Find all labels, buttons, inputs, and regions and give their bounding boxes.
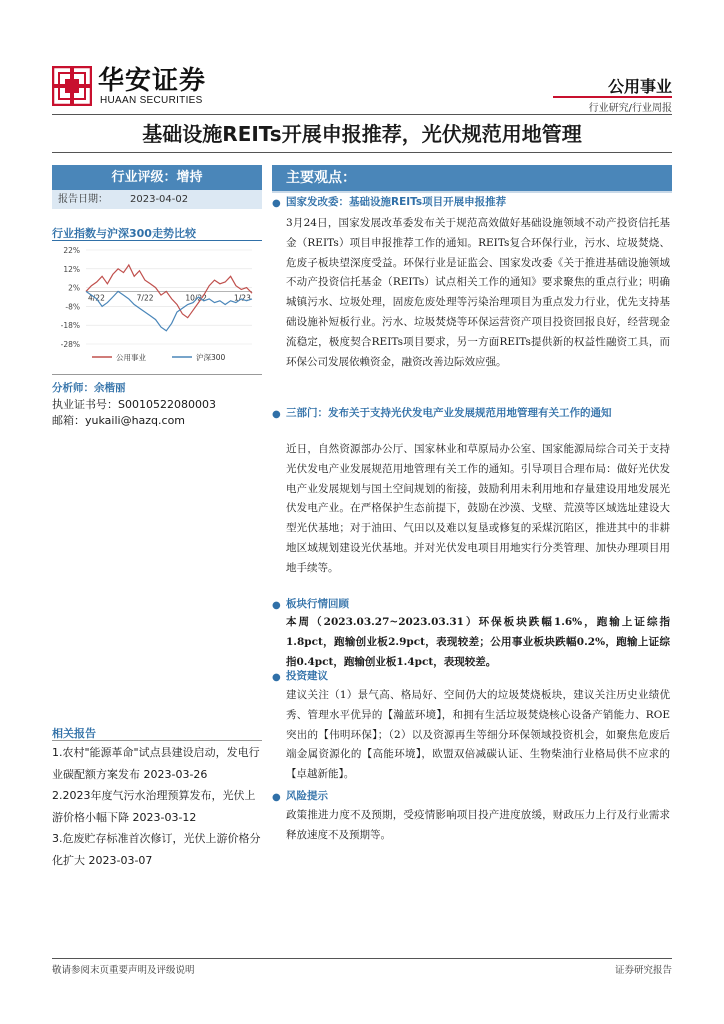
related-report-item[interactable]: 3.危废贮存标准首次修订，光伏上游价格分化扩大 2023-03-07 <box>52 832 261 867</box>
sector-underline <box>553 96 672 98</box>
sector-label: 公用事业 <box>607 77 672 96</box>
bullet-icon: ● <box>272 792 281 803</box>
chart-bottom-rule <box>52 374 262 375</box>
related-report-item[interactable]: 1.农村"能源革命"试点县建设启动，发电行业碳配额方案发布 2023-03-26 <box>52 746 260 781</box>
x-tick-label: 1/23 <box>234 293 251 303</box>
section-body-investment: 建议关注（1）景气高、格局好、空间仍大的垃圾焚烧板块，建议关注历史业绩优秀、管理水平优异的【瀚蓝环境】，和拥有生活垃圾焚烧核心设备产销能力、ROE突出的【伟明环保】；（2）以及资源再生等细分环保领域投资机会，如聚焦危废后端金属资源化的【高能环境】，欧盟双倍减碳认证、生物柴油行业格局供不应求的【卓越新能】。 <box>286 689 670 781</box>
footer-divider <box>52 958 672 959</box>
report-date-row <box>52 190 262 209</box>
series-line <box>86 291 252 330</box>
legend-label: 沪深300 <box>196 353 226 362</box>
section-heading-investment: ● 投资建议 <box>272 668 672 684</box>
y-tick-label: 2% <box>68 283 80 293</box>
y-tick-label: -18% <box>60 321 80 331</box>
y-tick-label: -28% <box>60 340 80 349</box>
performance-chart <box>52 244 262 372</box>
report-type: 行业研究/行业周报 <box>588 103 672 114</box>
related-reports-title: 相关报告 <box>52 727 96 740</box>
huaan-logo <box>52 66 92 106</box>
section-body-market: 本周（2023.03.27~2023.03.31）环保板块跌幅1.6%，跑输上证综指1.8pct，跑输创业板2.9pct，表现较差；公用事业板块跌幅0.2%，跑输上证综指0.4pct，跑输创业板1.4pct，表现较差。 <box>286 616 670 668</box>
related-reports-list <box>52 742 264 871</box>
header-divider <box>52 114 672 115</box>
brand-name-en: HUAAN SECURITIES <box>100 95 203 106</box>
bullet-icon: ● <box>272 198 281 209</box>
section-heading-reits: ● 国家发改委：基础设施REITs项目开展申报推荐 <box>272 194 672 210</box>
footer-disclaimer[interactable]: 敬请参阅末页重要声明及评级说明 <box>52 965 195 976</box>
bullet-icon: ● <box>272 600 281 611</box>
section-body-risk: 政策推进力度不及预期，受疫情影响项目投产进度放缓，财政压力上行及行业需求释放速度不及预期等。 <box>286 809 670 841</box>
footer-doc-type: 证券研究报告 <box>614 965 672 976</box>
related-report-item[interactable]: 2.2023年度气污水治理预算发布，光伏上游价格小幅下降 2023-03-12 <box>52 789 256 824</box>
y-tick-label: 22% <box>63 246 80 255</box>
x-tick-label: 7/22 <box>136 293 154 303</box>
analyst-license: 执业证书号：S0010522080003 <box>52 398 216 411</box>
main-points-heading: 主要观点： <box>272 165 672 191</box>
section-heading-market: ● 板块行情回顾 <box>272 596 672 612</box>
section-body-pv-land: 近日，自然资源部办公厅、国家林业和草原局办公室、国家能源局综合司关于支持光伏发电产业发展规范用地管理有关工作的通知。引导项目合理布局：做好光伏发电产业发展规划与国土空间规划的衔接，鼓励利用未利用地和存量建设用地发展光伏发电产业。在严格保护生态前提下，鼓励在沙漠、戈壁、荒漠等区域选址建设大型光伏基地；对于油田、气田以及难以复垦或修复的采煤沉陷区，推进其中的非耕地区域规划建设光伏基地。并对光伏发电项目用地实行分类管理、加快办理项目用地手续等。 <box>286 443 670 574</box>
section-body-reits: 3月24日，国家发展改革委发布关于规范高效做好基础设施领域不动产投资信托基金（REITs）项目申报推荐工作的通知。REITs复合环保行业，污水、垃圾焚烧、危废子板块望深度受益。环保行业是证监会、国家发改委《关于推进基础设施领域不动产投资信托基金（REITs）试点相关工作的通知》要求聚焦的重点行业；明确城镇污水、垃圾处理，固废危废处理等污染治理项目为重点发力行业，优先支持基础设施补短板行业。污水、垃圾焚烧等环保运营资产项目投资回报良好，经营现金流稳定，极度契合REITs项目要求，另一方面REITs提供新的权益性融资工具，而环保公司发展依赖资金，融资改善边际效应强。 <box>286 217 670 368</box>
brand-name-cn: 华安证券 <box>98 66 207 96</box>
section-heading-risk: ● 风险提示 <box>272 788 672 804</box>
x-tick-label: 4/22 <box>88 293 105 303</box>
bullet-icon: ● <box>272 409 281 420</box>
chart-title-rule <box>52 240 262 241</box>
report-date-value: 2023-04-02 <box>130 194 189 205</box>
chart-title: 行业指数与沪深300走势比较 <box>52 227 196 240</box>
analyst-email: 邮箱：yukaili@hazq.com <box>52 414 186 427</box>
y-tick-label: 12% <box>63 264 80 274</box>
related-title-rule <box>52 740 262 741</box>
y-tick-label: -8% <box>65 302 80 312</box>
bullet-icon: ● <box>272 672 281 683</box>
section-heading-pv-land: ● 三部门：发布关于支持光伏发电产业发展规范用地管理有关工作的通知 <box>272 405 672 421</box>
title-divider <box>52 152 672 153</box>
analyst-name: 分析师：余楷丽 <box>52 382 126 394</box>
main-heading-rule <box>272 191 672 193</box>
industry-rating: 行业评级：增持 <box>52 165 262 190</box>
legend-label: 公用事业 <box>116 353 146 362</box>
report-title: 基础设施REITs开展申报推荐，光伏规范用地管理 <box>142 122 582 146</box>
x-tick-label: 10/22 <box>185 293 207 303</box>
report-date-label: 报告日期： <box>58 194 108 205</box>
